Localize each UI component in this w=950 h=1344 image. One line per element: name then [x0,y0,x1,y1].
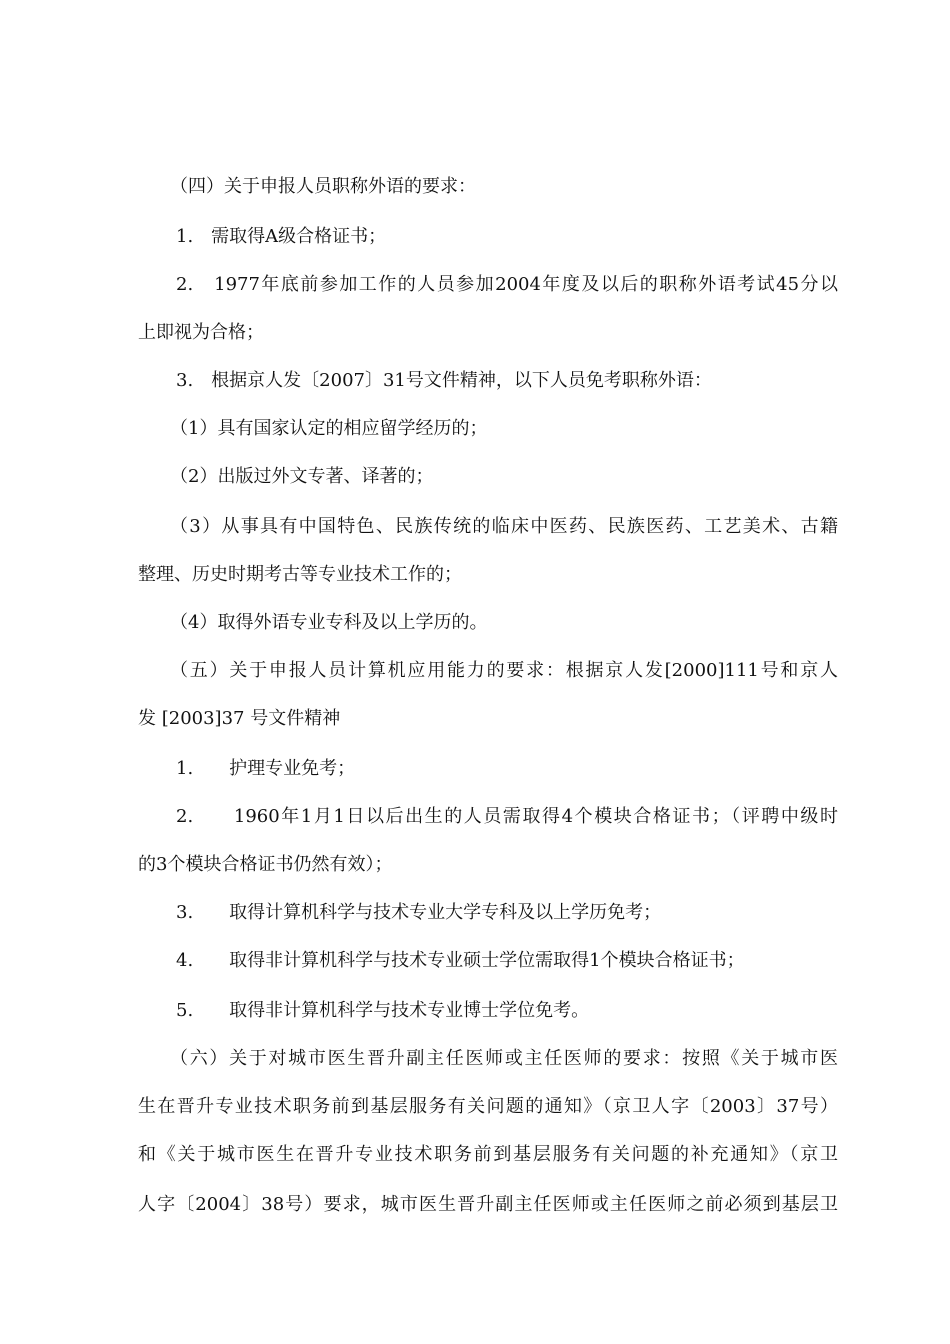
list-item-continuation: 的3个模块合格证书仍然有效）； [138,854,393,875]
list-item: 2. 1960年1月1日以后出生的人员需取得4个模块合格证书；（评聘中级时 [176,806,838,827]
list-item: 3. 取得计算机科学与技术专业大学专科及以上学历免考； [176,902,662,923]
sub-list-item: （4）取得外语专业专科及以上学历的。 [170,612,488,633]
section-6-heading: （六）关于对城市医生晋升副主任医师或主任医师的要求：按照《关于城市医 [170,1048,838,1069]
sub-list-item-continuation: 整理、历史时期考古等专业技术工作的； [138,564,462,585]
sub-list-item: （1）具有国家认定的相应留学经历的； [170,418,488,439]
list-item: 1. 需取得A级合格证书； [176,226,387,247]
list-item: 2. 1977年底前参加工作的人员参加2004年度及以后的职称外语考试45分以 [176,274,838,295]
list-item: 5. 取得非计算机科学与技术专业博士学位免考。 [176,1000,590,1021]
list-item: 3. 根据京人发〔2007〕31号文件精神，以下人员免考职称外语： [176,370,712,391]
section-5-heading: （五）关于申报人员计算机应用能力的要求：根据京人发[2000]111号和京人 [170,660,838,681]
sub-list-item: （3）从事具有中国特色、民族传统的临床中医药、民族医药、工艺美术、古籍 [170,516,838,537]
sub-list-item: （2）出版过外文专著、译著的； [170,466,434,487]
section-4-heading: （四）关于申报人员职称外语的要求： [170,176,476,197]
section-6-text: 生在晋升专业技术职务前到基层服务有关问题的通知》（京卫人字〔2003〕37号） [138,1096,838,1117]
list-item-continuation: 上即视为合格； [138,322,264,343]
list-item: 4. 取得非计算机科学与技术专业硕士学位需取得1个模块合格证书； [176,950,745,971]
list-item: 1. 护理专业免考； [176,758,356,779]
section-5-heading-continuation: 发 [2003]37 号文件精神 [138,708,341,729]
section-6-text: 和《关于城市医生在晋升专业技术职务前到基层服务有关问题的补充通知》（京卫 [138,1144,838,1165]
section-6-text: 人字〔2004〕38号）要求，城市医生晋升副主任医师或主任医师之前必须到基层卫 [138,1194,838,1215]
